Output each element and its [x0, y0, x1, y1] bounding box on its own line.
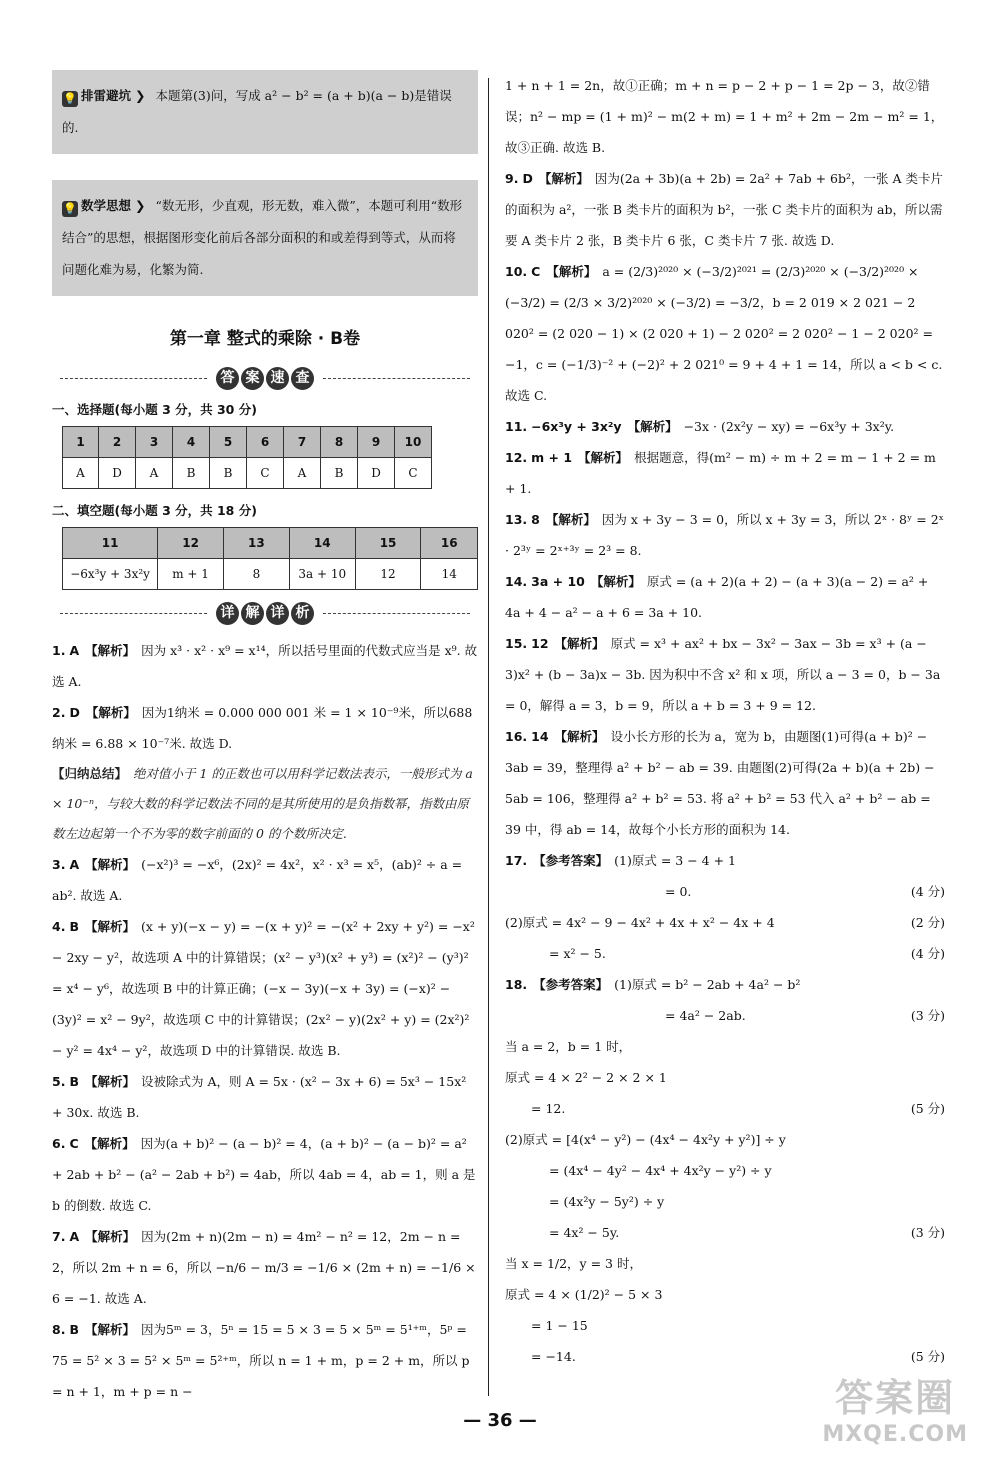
- solution-12: 12. m + 1 【解析】 根据题意，得(m² − m) ÷ m + 2 = m − 1 + 2 = m + 1.: [505, 450, 936, 496]
- table-answer-cell: B: [321, 458, 358, 489]
- table-header-cell: 6: [247, 427, 284, 458]
- table-answer-cell: B: [210, 458, 247, 489]
- left-column: [52, 70, 478, 1407]
- solution-9: 9. D 【解析】 因为(2a + 3b)(a + 2b) = 2a² + 7ab + 6b²，一张 A 类卡片的面积为 a²，一张 B 类卡片的面积为 b²，一张 C 类卡片的面积为 ab，所以需要 A 类卡片 2 张，B 类卡片 6 张，C 类卡片 7 张. 故选 D.: [505, 171, 943, 248]
- solution-3: 3. A 【解析】 (−x²)³ = −x⁶，(2x)² = 4x²，x² · x³ = x⁵，(ab)² ÷ a = ab². 故选 A.: [52, 857, 463, 903]
- table-answer-cell: A: [136, 458, 173, 489]
- table-header-cell: 2: [99, 427, 136, 458]
- table-answer-cell: 12: [355, 559, 421, 590]
- section-banner-answers: 答 案 速 查: [52, 367, 478, 390]
- table-answer-cell: 14: [421, 559, 478, 590]
- section-title-choice: 一、选择题(每小题 3 分，共 30 分): [52, 402, 257, 417]
- solution-6: 6. C 【解析】 因为(a + b)² − (a − b)² = 4，(a + b)² − (a − b)² = a² + 2ab + b² − (a² − 2ab + b²) = 4ab，所以 4ab = 4，ab = 1，则 a 是 b 的倒数. 故选 C.: [52, 1136, 476, 1213]
- score: (5 分): [910, 1349, 945, 1364]
- table-header-cell: 13: [223, 528, 289, 559]
- solution-16: 16. 14 【解析】 设小长方形的长为 a，宽为 b，由题图(1)可得(a + b)² − 3ab = 39，整理得 a² + b² − ab = 39. 由题图(2)可得(2a + b)(a + 2b) − 5ab = 106，整理得 a² + b² = 53. 将 a² + b² = 53 代入 a² + b² − ab = 39 中，得 ab = 14，故每个小长方形的面积为 14.: [505, 729, 935, 837]
- table-header-cell: 7: [284, 427, 321, 458]
- tip-box-pitfall: [52, 70, 478, 154]
- score: (2 分): [910, 915, 945, 930]
- score: (4 分): [910, 884, 945, 899]
- solution-15: 15. 12 【解析】 原式 = x³ + ax² + bx − 3x² − 3ax − 3b = x³ + (a − 3)x² + (b − 3a)x − 3b. 因为积中不含 x² 和 x 项，所以 a − 3 = 0，b − 3a = 0，解得 a = 3，b = 9，所以 a + b = 3 + 9 = 12.: [505, 636, 941, 713]
- lightbulb-icon: 💡: [63, 202, 77, 215]
- table-header-cell: 3: [136, 427, 173, 458]
- watermark-logo: 答案圈 MXQE.COM: [822, 1376, 968, 1447]
- answer-table-fill: [62, 527, 478, 590]
- table-answer-cell: 3a + 10: [289, 559, 355, 590]
- tip-box-math-thinking: [52, 180, 478, 296]
- solution-2: 2. D 【解析】 因为1纳米 = 0.000 000 001 米 = 1 × 10⁻⁹米，所以688 纳米 = 6.88 × 10⁻⁷米. 故选 D.: [52, 705, 473, 751]
- table-answer-cell: C: [395, 458, 432, 489]
- solution-continued: 1 + n + 1 = 2n，故①正确；m + n = p − 2 + p − 1 = 2p − 3，故②错误；n² − mp = (1 + m)² − m(2 + m) = 1 + m² + 2m − 2m − m² = 1，故③正确. 故选 B.: [505, 78, 944, 155]
- table-header-cell: 15: [355, 528, 421, 559]
- table-header-cell: 8: [321, 427, 358, 458]
- table-header-cell: 9: [358, 427, 395, 458]
- table-answer-cell: D: [358, 458, 395, 489]
- solution-7: 7. A 【解析】 因为(2m + n)(2m − n) = 4m² − n² = 12，2m − n = 2，所以 2m + n = 6，所以 −n/6 − m/3 = −1/6 × (2m + n) = −1/6 × 6 = −1. 故选 A.: [52, 1229, 476, 1306]
- table-header-cell: 14: [289, 528, 355, 559]
- chapter-title: 第一章 整式的乘除 · B卷: [169, 329, 361, 349]
- table-header-cell: 16: [421, 528, 478, 559]
- table-header-cell: 12: [158, 528, 224, 559]
- tip-label: 数学思想: [81, 198, 132, 213]
- solution-14: 14. 3a + 10 【解析】 原式 = (a + 2)(a + 2) − (a + 3)(a − 2) = a² + 4a + 4 − a² − a + 6 = 3a + 10.: [505, 574, 929, 620]
- table-answer-cell: C: [247, 458, 284, 489]
- table-answer-cell: 8: [223, 559, 289, 590]
- table-answer-cell: D: [99, 458, 136, 489]
- arrow-icon: ❯: [135, 88, 146, 103]
- score: (4 分): [910, 946, 945, 961]
- page-number: — 36 —: [463, 1410, 537, 1431]
- arrow-icon: ❯: [135, 198, 146, 213]
- table-answer-cell: A: [63, 458, 99, 489]
- tip-label: 排雷避坑: [81, 88, 132, 103]
- answer-table-choice: [62, 426, 432, 489]
- solution-10: 10. C 【解析】 a = (2/3)²⁰²⁰ × (−3/2)²⁰²¹ = (2/3)²⁰²⁰ × (−3/2)²⁰²⁰ × (−3/2) = (2/3 × 3/2)²⁰²⁰ × (−3/2) = −3/2，b = 2 019 × 2 021 − 2 020² = (2 020 − 1) × (2 020 + 1) − 2 020² = 2 020² − 1 − 2 020² = −1，c = (−1/3)⁻² + (−2)² + 2 021⁰ = 9 + 4 + 1 = 14，所以 a < b < c. 故选 C.: [505, 264, 943, 403]
- table-answer-cell: B: [173, 458, 210, 489]
- table-answer-cell: −6x³y + 3x²y: [63, 559, 158, 590]
- solution-18: 18. 【参考答案】 (1)原式 = b² − 2ab + 4a² − b²: [505, 977, 801, 992]
- table-header-cell: 1: [63, 427, 99, 458]
- table-header-cell: 11: [63, 528, 158, 559]
- column-divider: [488, 78, 489, 1396]
- solution-13: 13. 8 【解析】 因为 x + 3y − 3 = 0，所以 x + 3y = 3，所以 2ˣ · 8ʸ = 2ˣ · 2³ʸ = 2ˣ⁺³ʸ = 2³ = 8.: [505, 512, 944, 558]
- tip-text: “数无形，少直观，形无数，难入微”，本题可利用“数形结合”的思想，根据图形变化前后各部分面积的和或差得到等式，从而将问题化难为易，化繁为简.: [62, 198, 463, 277]
- right-column: 1 + n + 1 = 2n，故①正确；m + n = p − 2 + p − 1 = 2p − 3，故②错误；n² − mp = (1 + m)² − m(2 + m) = 1 + m² + 2m − 2m − m² = 1，故③正确. 故选 B. 9. D 【解析】 因为(2a + 3b)(a + 2b) = 2a² + 7ab + 6b²，一张 A 类卡片的面积为 a²，一张 B 类卡片的面积为 b²，一张 C 类卡片的面积为 ab，所以需要 A 类卡片 2 张，B 类卡片 6 张，C 类卡片 7 张. 故选 D. 10. C 【解析】 a = (2/3)²⁰²⁰ × (−3/2)²⁰²¹ = (2/3)²⁰²⁰ × (−3/2)²⁰²⁰ × (−3/2) = (2/3 × 3/2)²⁰²⁰ × (−3/2) = −3/2，b = 2 019 × 2 021 − 2 020² = (2 020 − 1) × (2 020 + 1) − 2 020² = 2 020² − 1 − 2 020² = −1，c = (−1/3)⁻² + (−2)² + 2 021⁰ = 9 + 4 + 1 = 14，所以 a < b < c. 故选 C. 11. −6x³y + 3x²y 【解析】 −3x · (2x²y − xy) = −6x³y + 3x²y. 12. m + 1 【解析】 根据题意，得(m² − m) ÷ m + 2 = m − 1 + 2 = m + 1. 13. 8 【解析】 因为 x + 3y − 3 = 0，所以 x + 3y = 3，所以 2ˣ · 8ʸ = 2ˣ · 2³ʸ = 2ˣ⁺³ʸ = 2³ = 8. 14. 3a + 10 【解析】 原式 = (a + 2)(a + 2) − (a + 3)(a − 2) = a² + 4a + 4 − a² − a + 6 = 3a + 10. 15. 12 【解析】 原式 = x³ + ax² + bx − 3x² − 3ax − 3b = x³ + (a − 3)x² + (b − 3a)x − 3b. 因为积中不含 x² 和 x 项，所以 a − 3 = 0，b − 3a = 0，解得 a = 3，b = 9，所以 a + b = 3 + 9 = 12. 16. 14 【解析】 设小长方形的长为 a，宽为 b，由题图(1)可得(a + b)² − 3ab = 39，整理得 a² + b² − ab = 39. 由题图(2)可得(2a + b)(a + 2b) − 5ab = 106，整理得 a² + b² = 53. 将 a² + b² = 53 代入 a² + b² − ab = 39 中，得 ab = 14，故每个小长方形的面积为 14. 17. 【参考答案】 (1)原式 = 3 − 4 + 1 = 0. (4 分) (2)原式 = 4x² − 9 − 4x² + 4x + x² − 4x + 4 (2 分) = x² − 5. (4 分) 18. 【参考答案】 (1)原式 = b² − 2ab + 4a² − b² = 4a² − 2ab. (3 分) 当 a = 2，b = 1 时， 原式 = 4 × 2² − 2 × 2 × 1 = 12. (5 分) (2)原式 = [4(x⁴ − y²) − (4x⁴ − 4x²y + y²)] ÷ y = (4x⁴ − 4y² − 4x⁴ + 4x²y − y²) ÷ y = (4x²y − 5y²) ÷ y = 4x² − 5y. (3 分) 当 x = 1/2，y = 3 时， 原式 = 4 × (1/2)² − 5 × 3 = 1 − 15 = −14. (5 分): [505, 70, 945, 1372]
- solution-5: 5. B 【解析】 设被除式为 A，则 A = 5x · (x² − 3x + 6) = 5x³ − 15x² + 30x. 故选 B.: [52, 1074, 467, 1120]
- table-answer-cell: m + 1: [158, 559, 224, 590]
- solution-11: 11. −6x³y + 3x²y 【解析】 −3x · (2x²y − xy) = −6x³y + 3x²y.: [505, 419, 895, 434]
- tip-text: 本题第(3)问，写成 a² − b² = (a + b)(a − b)是错误的.: [62, 88, 452, 135]
- score: (3 分): [910, 1008, 945, 1023]
- solution-17: 17. 【参考答案】 (1)原式 = 3 − 4 + 1: [505, 853, 736, 868]
- lightbulb-icon: 💡: [63, 92, 77, 105]
- section-title-fill: 二、填空题(每小题 3 分，共 18 分): [52, 503, 257, 518]
- score: (3 分): [910, 1225, 945, 1240]
- solution-4: 4. B 【解析】 (x + y)(−x − y) = −(x + y)² = −(x² + 2xy + y²) = −x² − 2xy − y²，故选项 A 中的计算错误；(x² − y³)(x² + y³) = (x²)² − (y³)² = x⁴ − y⁶，故选项 B 中的计算正确；(−x − 3y)(−x + 3y) = (−x)² − (3y)² = x² − 9y²，故选项 C 中的计算错误；(2x² − y)(2x² + y) = (2x²)² − y² = 4x⁴ − y²，故选项 D 中的计算错误. 故选 B.: [52, 919, 475, 1058]
- solution-1: 1. A 【解析】 因为 x³ · x² · x⁹ = x¹⁴，所以括号里面的代数式应当是 x⁹. 故选 A.: [52, 643, 478, 689]
- table-header-cell: 5: [210, 427, 247, 458]
- solution-8: 8. B 【解析】 因为5ᵐ = 3，5ⁿ = 15 = 5 × 3 = 5 × 5ᵐ = 5¹⁺ᵐ，5ᵖ = 75 = 5² × 3 = 5² × 5ᵐ = 5²⁺ᵐ，所以 n = 1 + m，p = 2 + m，所以 p = n + 1，m + p = n −: [52, 1322, 470, 1399]
- score: (5 分): [910, 1101, 945, 1116]
- table-header-cell: 10: [395, 427, 432, 458]
- table-answer-cell: A: [284, 458, 321, 489]
- summary-note: 【归纳总结】 绝对值小于 1 的正数也可以用科学记数法表示，一般形式为 a × 10⁻ⁿ，与较大数的科学记数法不同的是其所使用的是负指数幂，指数由原数左边起第一个不为零的数字前面的 0 的个数所决定.: [52, 766, 473, 841]
- section-banner-detailed: 详 解 详 析: [52, 602, 478, 625]
- table-header-cell: 4: [173, 427, 210, 458]
